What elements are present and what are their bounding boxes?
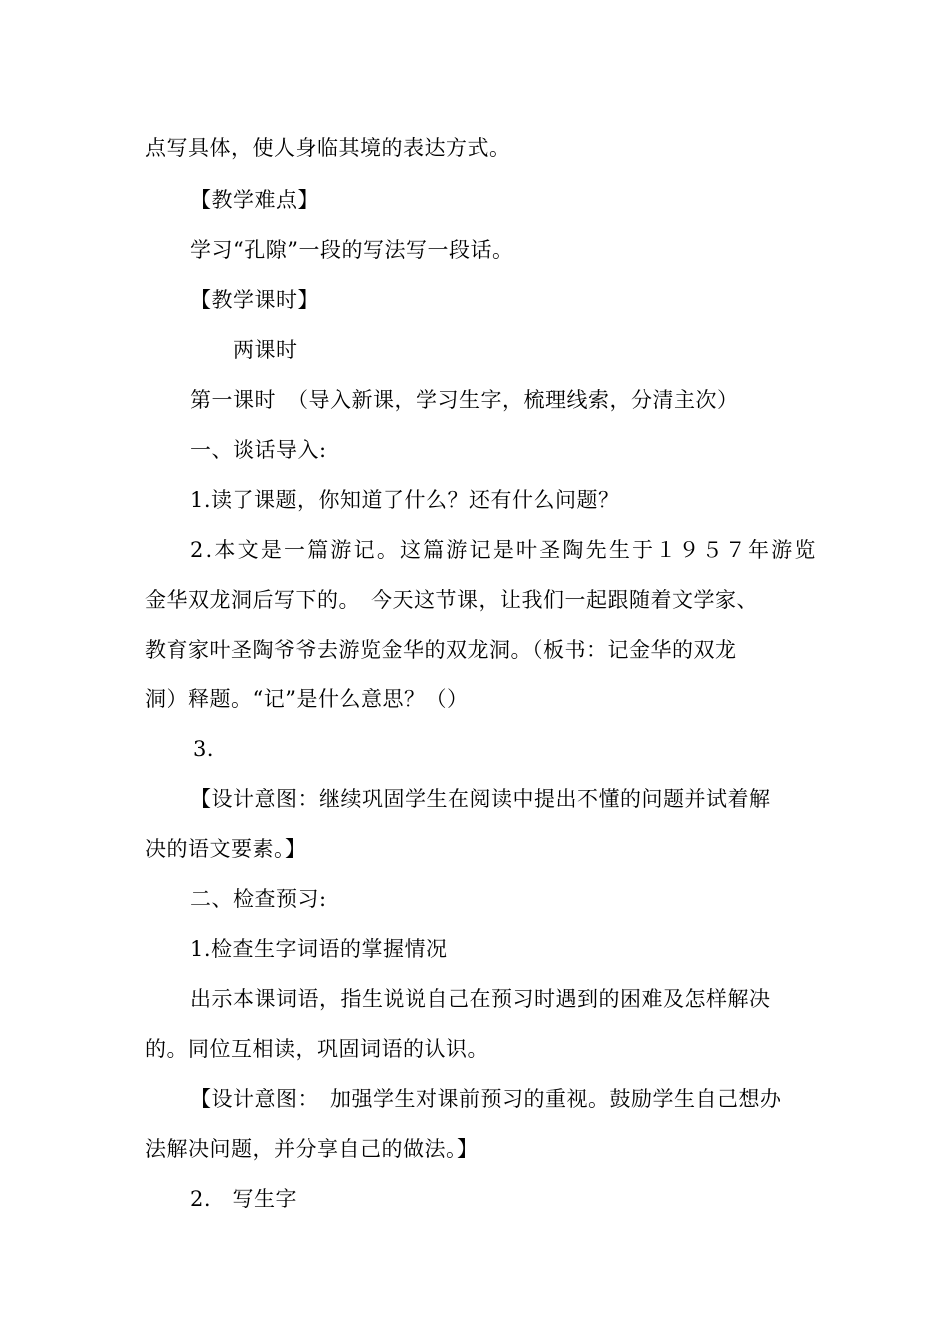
text-line-22: 2. 写生字 [190,1187,298,1211]
text-line-18: 出示本课词语，指生说说自己在预习时遇到的困难及怎样解决 [190,987,771,1011]
text-line-1: 点写具体，使人身临其境的表达方式。 [145,136,511,160]
heading-teaching-hours: 【教学课时】 [190,288,319,312]
text-line-8: 1.读了课题，你知道了什么？还有什么问题？ [190,488,620,512]
text-line-10: 金华双龙洞后写下的。 今天这节课，让我们一起跟随着文学家、 [145,588,758,612]
design-intent-2-line-1: 【设计意图： 加强学生对课前预习的重视。鼓励学生自己想办 [190,1087,782,1111]
section-heading-1: 一、谈话导入: [190,438,327,462]
text-line-19: 的。同位互相读，巩固词语的认识。 [145,1037,489,1061]
design-intent-1-line-1: 【设计意图：继续巩固学生在阅读中提出不懂的问题并试着解 [190,787,771,811]
text-line-5: 两课时 [233,338,298,362]
text-line-13: 3． [193,737,229,761]
text-line-3: 学习“孔隙”一段的写法写一段话。 [190,238,514,262]
text-line-17: 1.检查生字词语的掌握情况 [190,937,448,961]
section-heading-2: 二、检查预习: [190,887,327,911]
lesson-one-title: 第一课时 （导入新课，学习生字，梳理线索，分清主次） [190,388,739,412]
text-line-11: 教育家叶圣陶爷爷去游览金华的双龙洞。（板书：记金华的双龙 [145,638,737,662]
text-line-9: 2.本文是一篇游记。这篇游记是叶圣陶先生于１９５７年游览 [190,538,818,562]
heading-teaching-difficulty: 【教学难点】 [190,188,319,212]
design-intent-2-line-2: 法解决问题，并分享自己的做法。】 [145,1137,479,1161]
text-line-12: 洞）释题。“记”是什么意思？（） [145,687,469,711]
design-intent-1-line-2: 决的语文要素。】 [145,837,307,861]
